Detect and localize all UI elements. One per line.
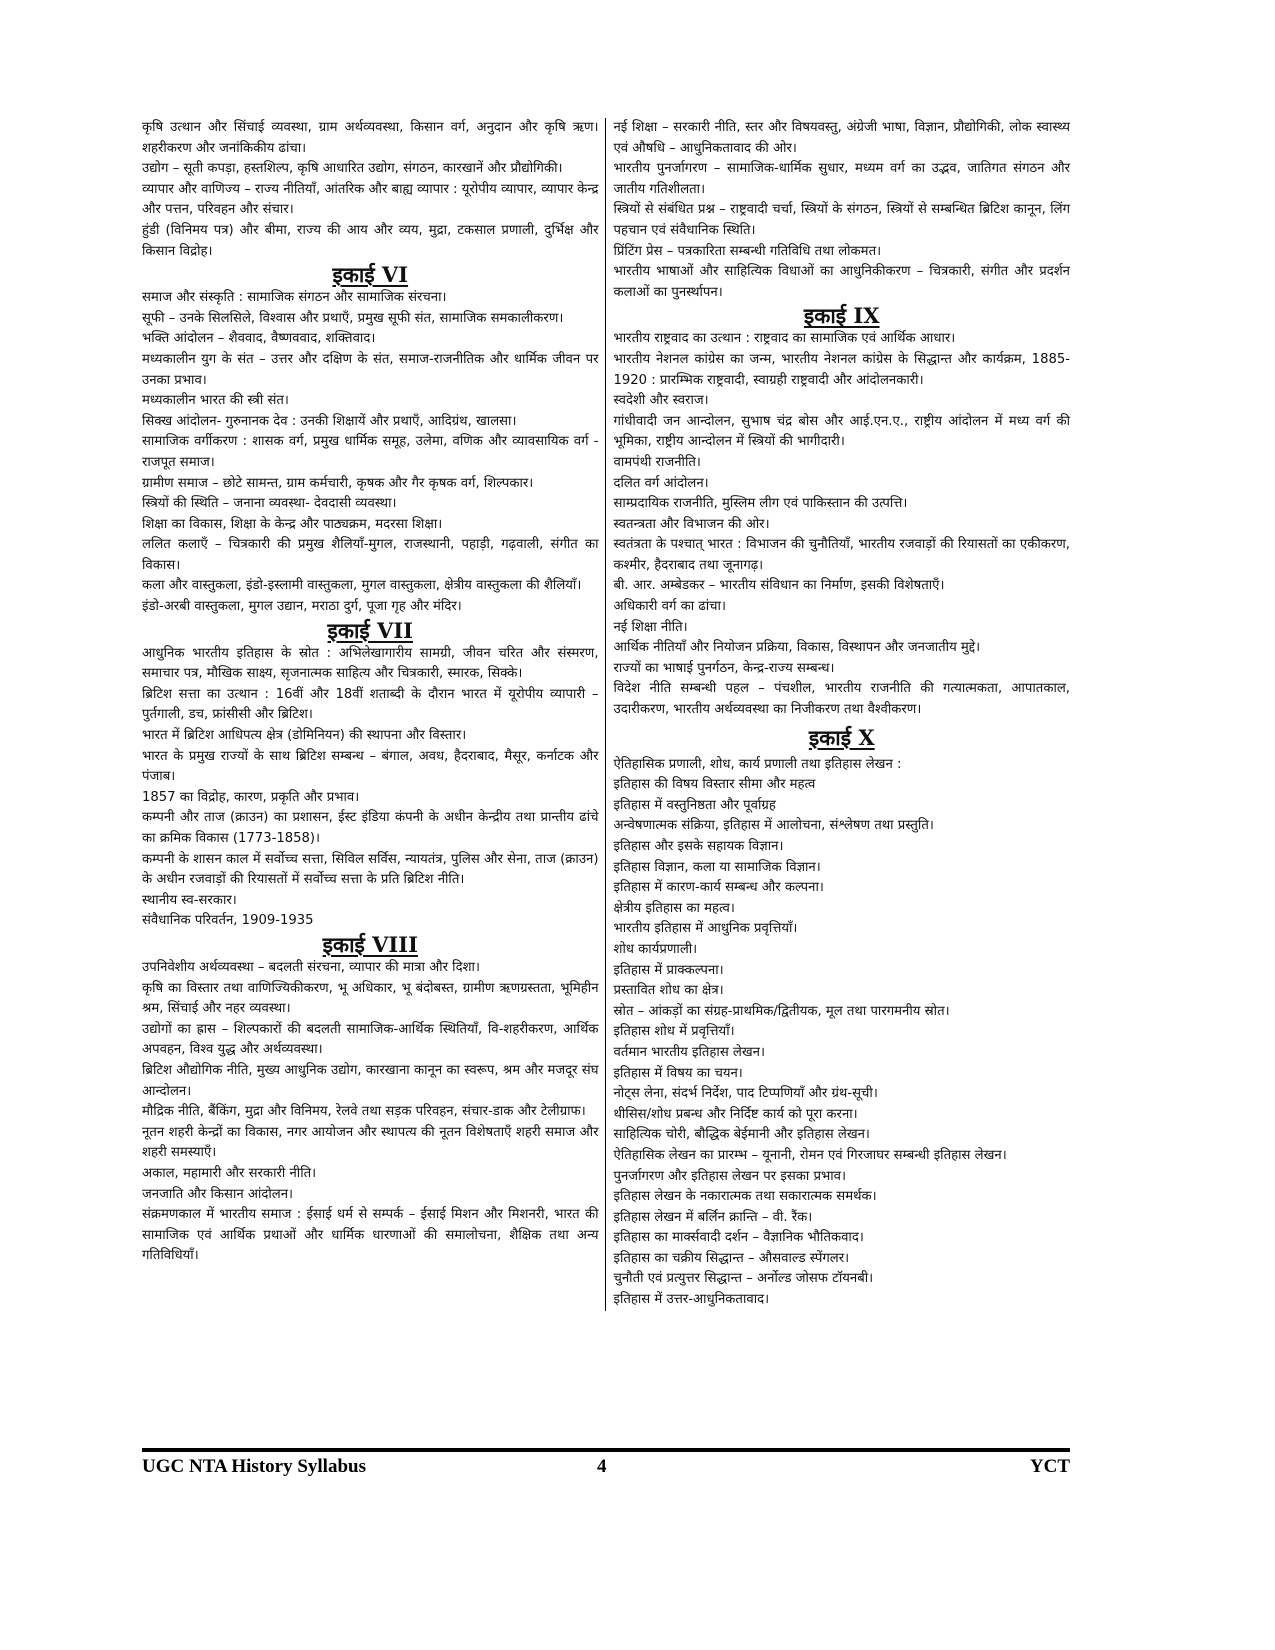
list-item: साहित्यिक चोरी, बौद्धिक बेईमानी और इतिहास लेखन। (613, 1127, 870, 1143)
list-item: साम्प्रदायिक राजनीति, मुस्लिम लीग एवं पाकिस्तान की उत्पत्ति। (613, 496, 908, 512)
list-item: कृषि का विस्तार तथा वाणिज्यिकीकरण, भू अधिकार, भू बंदोबस्त, ग्रामीण ऋणग्रस्तता, भूमिहीन श्रम, सिंचाई और नहर व्यवस्था। (142, 980, 599, 1017)
document-page (142, 118, 1070, 1311)
list-item: सिक्ख आंदोलन- गुरुनानक देव : उनकी शिक्षायें और प्रथाएँ, आदिग्रंथ, खालसा। (142, 413, 517, 429)
list-item: उद्योगों का ह्रास – शिल्पकारों की बदलती सामाजिक-आर्थिक स्थितियाँ, वि-शहरीकरण, आर्थिक अपवहन, विश्व युद्ध और अर्थव्यवस्था। (142, 1021, 599, 1058)
list-item: भारतीय पुनर्जागरण – सामाजिक-धार्मिक सुधार, मध्यम वर्ग का उद्भव, जातिगत संगठन और जातीय गतिशीलता। (613, 161, 1070, 197)
list-item: पुनर्जागरण और इतिहास लेखन पर इसका प्रभाव। (613, 1168, 847, 1184)
list-item: स्त्रियों की स्थिति – जनाना व्यवस्था- देवदासी व्यवस्था। (142, 496, 397, 512)
list-item: नई शिक्षा नीति। (613, 619, 688, 635)
list-item: भारत में ब्रिटिश आधिपत्य क्षेत्र (डोमिनियन) की स्थापना और विस्तार। (142, 728, 467, 744)
list-item: इंडो-अरबी वास्तुकला, मुगल उद्यान, मराठा दुर्ग, पूजा गृह और मंदिर। (142, 599, 462, 615)
list-item: स्थानीय स्व-सरकार। (142, 892, 237, 908)
list-item: नूतन शहरी केन्द्रों का विकास, नगर आयोजन और स्थापत्य की नूतन विशेषताएँ शहरी समाज और शहरी समस्याएँ। (142, 1124, 599, 1161)
left-column (142, 118, 605, 1311)
unit-7-heading: इकाई VII (327, 617, 413, 643)
unit-10-section (613, 755, 1070, 1311)
list-item: ब्रिटिश औद्योगिक नीति, मुख्य आधुनिक उद्योग, कारखाना कानून का स्वरूप, श्रम और मजदूर संघ आन्दोलन। (142, 1062, 599, 1099)
unit-8-section (142, 958, 599, 1267)
list-item: थीसिस/शोध प्रबन्ध और निर्दिष्ट कार्य को पूरा करना। (613, 1106, 858, 1122)
list-item: भारत के प्रमुख राज्यों के साथ ब्रिटिश सम्बन्ध – बंगाल, अवध, हैदराबाद, मैसूर, कर्नाटक और पंजाब। (142, 748, 599, 785)
list-item: इतिहास में कारण-कार्य सम्बन्ध और कल्पना। (613, 880, 824, 896)
list-item: ललित कलाएँ – चित्रकारी की प्रमुख शैलियाँ-मुगल, राजस्थानी, पहाड़ी, गढ़वाली, संगीत का विकास। (142, 537, 599, 573)
list-item: स्त्रियों से संबंधित प्रश्न – राष्ट्रवादी चर्चा, स्त्रियों के संगठन, स्त्रियों से सम्बन्धित ब्रिटिश कानून, लिंग पहचान एवं संवैधानिक स्थिति। (613, 202, 1070, 238)
list-item: इतिहास लेखन में बर्लिन क्रान्ति – वी. रैंक। (613, 1209, 813, 1225)
list-item: समाज और संस्कृति : सामाजिक संगठन और सामाजिक संरचना। (142, 290, 447, 306)
list-item: इतिहास में वस्तुनिष्ठता और पूर्वाग्रह (613, 797, 776, 813)
list-item: बी. आर. अम्बेडकर – भारतीय संविधान का निर्माण, इसकी विशेषताएँ। (613, 578, 945, 594)
right-intro-section (613, 118, 1070, 303)
two-column-layout (142, 118, 1070, 1311)
list-item: आधुनिक भारतीय इतिहास के स्रोत : अभिलेखागारीय सामग्री, जीवन चरित और संस्मरण, समाचार पत्र, मौखिक साक्ष्य, सृजनात्मक साहित्य और चित्रकारी, स्मारक, सिक्के। (142, 645, 599, 682)
list-item: इतिहास की विषय विस्तार सीमा और महत्व (613, 777, 816, 793)
list-item: क्षेत्रीय इतिहास का महत्व। (613, 900, 735, 916)
list-item: अन्वेषणात्मक संक्रिया, इतिहास में आलोचना, संश्लेषण तथा प्रस्तुति। (613, 818, 934, 834)
footer-title: UGC NTA History Syllabus (142, 1456, 366, 1477)
list-item: सामाजिक वर्गीकरण : शासक वर्ग, प्रमुख धार्मिक समूह, उलेमा, वणिक और व्यावसायिक वर्ग - राजपूत समाज। (142, 434, 599, 470)
list-item: ग्रामीण समाज – छोटे सामन्त, ग्राम कर्मचारी, कृषक और गैर कृषक वर्ग, शिल्पकार। (142, 475, 534, 491)
list-item: नोट्स लेना, संदर्भ निर्देश, पाद टिप्पणियाँ और ग्रंथ-सूची। (613, 1086, 878, 1102)
list-item: शिक्षा का विकास, शिक्षा के केन्द्र और पाठ्यक्रम, मदरसा शिक्षा। (142, 516, 443, 532)
page-number: 4 (597, 1456, 607, 1477)
list-item: नई शिक्षा – सरकारी नीति, स्तर और विषयवस्तु, अंग्रेजी भाषा, विज्ञान, प्रौद्योगिकी, लोक स्वास्थ्य एवं औषधि – आधुनिकतावाद की ओर। (613, 120, 1070, 156)
unit-8-heading: इकाई VIII (322, 931, 418, 957)
list-item: कम्पनी और ताज (क्राउन) का प्रशासन, ईस्ट इंडिया कंपनी के अधीन केन्द्रीय तथा प्रान्तीय ढांचे का क्रमिक विकास (1773-1858)। (142, 810, 599, 846)
list-item: शोध कार्यप्रणाली। (613, 941, 698, 957)
list-item: इतिहास का चक्रीय सिद्धान्त – औसवाल्ड स्पेंगलर। (613, 1250, 850, 1266)
right-column (606, 118, 1070, 1311)
list-item: विदेश नीति सम्बन्धी पहल – पंचशील, भारतीय राजनीति की गत्यात्मकता, आपातकाल, उदारीकरण, भारतीय अर्थव्यवस्था का निजीकरण तथा वैश्वीकरण। (613, 681, 1070, 718)
unit-7-section (142, 644, 599, 932)
unit-6-heading: इकाई VI (332, 262, 409, 288)
list-item: ब्रिटिश सत्ता का उत्थान : 16वीं और 18वीं शताब्दी के दौरान भारत में यूरोपीय व्यापारी – पुर्तगाली, डच, फ्रांसीसी और ब्रिटिश। (142, 686, 599, 723)
publisher-name: YCT (1029, 1456, 1070, 1477)
page-footer (142, 1456, 1070, 1482)
left-intro-section (142, 118, 599, 262)
list-item: कृषि उत्थान और सिंचाई व्यवस्था, ग्राम अर्थव्यवस्था, किसान वर्ग, अनुदान और कृषि ऋण। शहरीकरण और जनांकिकीय ढांचा। (142, 120, 599, 156)
list-item: इतिहास में उत्तर-आधुनिकतावाद। (613, 1292, 770, 1308)
list-item: गांधीवादी जन आन्दोलन, सुभाष चंद्र बोस और आई.एन.ए., राष्ट्रीय आंदोलन में मध्य वर्ग की भूमिका, राष्ट्रीय आन्दोलन में स्त्रियों की भागीदारी। (613, 413, 1070, 450)
list-item: इतिहास में विषय का चयन। (613, 1065, 743, 1081)
unit-6-section (142, 288, 599, 618)
list-item: सूफी – उनके सिलसिले, विश्वास और प्रथाएँ, प्रमुख सूफी संत, सामाजिक समकालीकरण। (142, 310, 564, 326)
list-item: ऐतिहासिक प्रणाली, शोध, कार्य प्रणाली तथा इतिहास लेखन : (613, 756, 902, 772)
list-item: भारतीय राष्ट्रवाद का उत्थान : राष्ट्रवाद का सामाजिक एवं आर्थिक आधार। (613, 331, 956, 347)
list-item: अधिकारी वर्ग का ढांचा। (613, 599, 726, 615)
list-item: उद्योग – सूती कपड़ा, हस्तशिल्प, कृषि आधारित उद्योग, संगठन, कारखानें और प्रौद्योगिकी। (142, 161, 563, 177)
unit-9-section (613, 329, 1070, 720)
footer-rule (142, 1448, 1070, 1452)
list-item: प्रिंटिंग प्रेस – पत्रकारिता सम्बन्धी गतिविधि तथा लोकमत। (613, 243, 882, 259)
unit-10-heading: इकाई X (808, 724, 875, 750)
list-item: इतिहास विज्ञान, कला या सामाजिक विज्ञान। (613, 859, 821, 875)
list-item: कम्पनी के शासन काल में सर्वोच्च सत्ता, सिविल सर्विस, न्यायतंत्र, पुलिस और सेना, ताज (क्राउन) के अधीन रजवाड़ों की रियासतों में सर्वोच्च सत्ता के प्रति ब्रिटिश नीति। (142, 851, 599, 888)
list-item: संवैधानिक परिवर्तन, 1909-1935 (142, 913, 314, 929)
list-item: संक्रमणकाल में भारतीय समाज : ईसाई धर्म से सम्पर्क – ईसाई मिशन और मिशनरी, भारत की सामाजिक एवं आर्थिक प्रथाओं और धार्मिक धारणाओं की समालोचना, शैक्षिक तथा अन्य गतिविधियाँ। (142, 1207, 599, 1264)
list-item: इतिहास और इसके सहायक विज्ञान। (613, 839, 784, 854)
list-item: चुनौती एवं प्रत्युत्तर सिद्धान्त – अर्नोल्ड जोसफ टॉयनबी। (613, 1271, 874, 1287)
list-item: 1857 का विद्रोह, कारण, प्रकृति और प्रभाव। (142, 789, 360, 805)
list-item: इतिहास का मार्क्सवादी दर्शन – वैज्ञानिक भौतिकवाद। (613, 1230, 864, 1246)
list-item: स्वतन्त्रता और विभाजन की ओर। (613, 516, 770, 532)
list-item: राज्यों का भाषाई पुनर्गठन, केन्द्र-राज्य सम्बन्ध। (613, 660, 835, 676)
list-item: स्रोत – आंकड़ों का संग्रह-प्राथमिक/द्वितीयक, मूल तथा पारगमनीय स्रोत। (613, 1003, 950, 1019)
list-item: ऐतिहासिक लेखन का प्रारम्भ – यूनानी, रोमन एवं गिरजाघर सम्बन्धी इतिहास लेखन। (613, 1147, 1007, 1163)
list-item: वर्तमान भारतीय इतिहास लेखन। (613, 1044, 765, 1060)
list-item: अकाल, महामारी और सरकारी नीति। (142, 1165, 317, 1181)
list-item: भारतीय इतिहास में आधुनिक प्रवृत्तियाँ। (613, 921, 798, 937)
list-item: उपनिवेशीय अर्थव्यवस्था – बदलती संरचना, व्यापार की मात्रा और दिशा। (142, 959, 480, 975)
list-item: मौद्रिक नीति, बैंकिंग, मुद्रा और विनिमय, रेलवे तथा सड़क परिवहन, संचार-डाक और टेलीग्राफ। (142, 1104, 586, 1120)
list-item: प्रस्तावित शोध का क्षेत्र। (613, 983, 724, 999)
list-item: जनजाति और किसान आंदोलन। (142, 1186, 294, 1202)
list-item: आर्थिक नीतियाँ और नियोजन प्रक्रिया, विकास, विस्थापन और जनजातीय मुद्दे। (613, 640, 981, 656)
list-item: इतिहास शोध में प्रवृत्तियाँ। (613, 1024, 735, 1040)
list-item: भक्ति आंदोलन – शैववाद, वैष्णववाद, शक्तिवाद। (142, 331, 376, 347)
list-item: वामपंथी राजनीति। (613, 454, 701, 470)
unit-9-heading: इकाई IX (803, 303, 880, 329)
list-item: स्वदेशी और स्वराज। (613, 393, 709, 409)
list-item: मध्यकालीन युग के संत – उत्तर और दक्षिण के संत, समाज-राजनीतिक और धार्मिक जीवन पर उनका प्रभाव। (142, 351, 599, 388)
list-item: इतिहास लेखन के नकारात्मक तथा सकारात्मक समर्थक। (613, 1189, 877, 1205)
list-item: व्यापार और वाणिज्य – राज्य नीतियाँ, आंतरिक और बाह्य व्यापार : यूरोपीय व्यापार, व्यापार केन्द्र और पत्तन, परिवहन और संचार। (142, 181, 599, 218)
list-item: स्वतंत्रता के पश्चात् भारत : विभाजन की चुनौतियाँ, भारतीय रजवाड़ों की रियासतों का एकीकरण, कश्मीर, हैदराबाद तथा जूनागढ़। (613, 537, 1070, 573)
list-item: भारतीय नेशनल कांग्रेस का जन्म, भारतीय नेशनल कांग्रेस के सिद्धान्त और कार्यक्रम, 1885-1920 : प्रारम्भिक राष्ट्रवादी, स्वाग्रही राष्ट्रवादी और आंदोलनकारी। (613, 351, 1070, 388)
list-item: दलित वर्ग आंदोलन। (613, 475, 709, 491)
list-item: इतिहास में प्राक्कल्पना। (613, 962, 724, 978)
list-item: कला और वास्तुकला, इंडो-इस्लामी वास्तुकला, मुगल वास्तुकला, क्षेत्रीय वास्तुकला की शैलियाँ। (142, 578, 582, 594)
list-item: भारतीय भाषाओं और साहित्यिक विधाओं का आधुनिकीकरण – चित्रकारी, संगीत और प्रदर्शन कलाओं का पुनर्स्थापन। (613, 264, 1070, 300)
list-item: हुंडी (विनिमय पत्र) और बीमा, राज्य की आय और व्यय, मुद्रा, टकसाल प्रणाली, दुर्भिक्ष और किसान विद्रोह। (142, 222, 599, 259)
list-item: मध्यकालीन भारत की स्त्री संत। (142, 393, 289, 409)
